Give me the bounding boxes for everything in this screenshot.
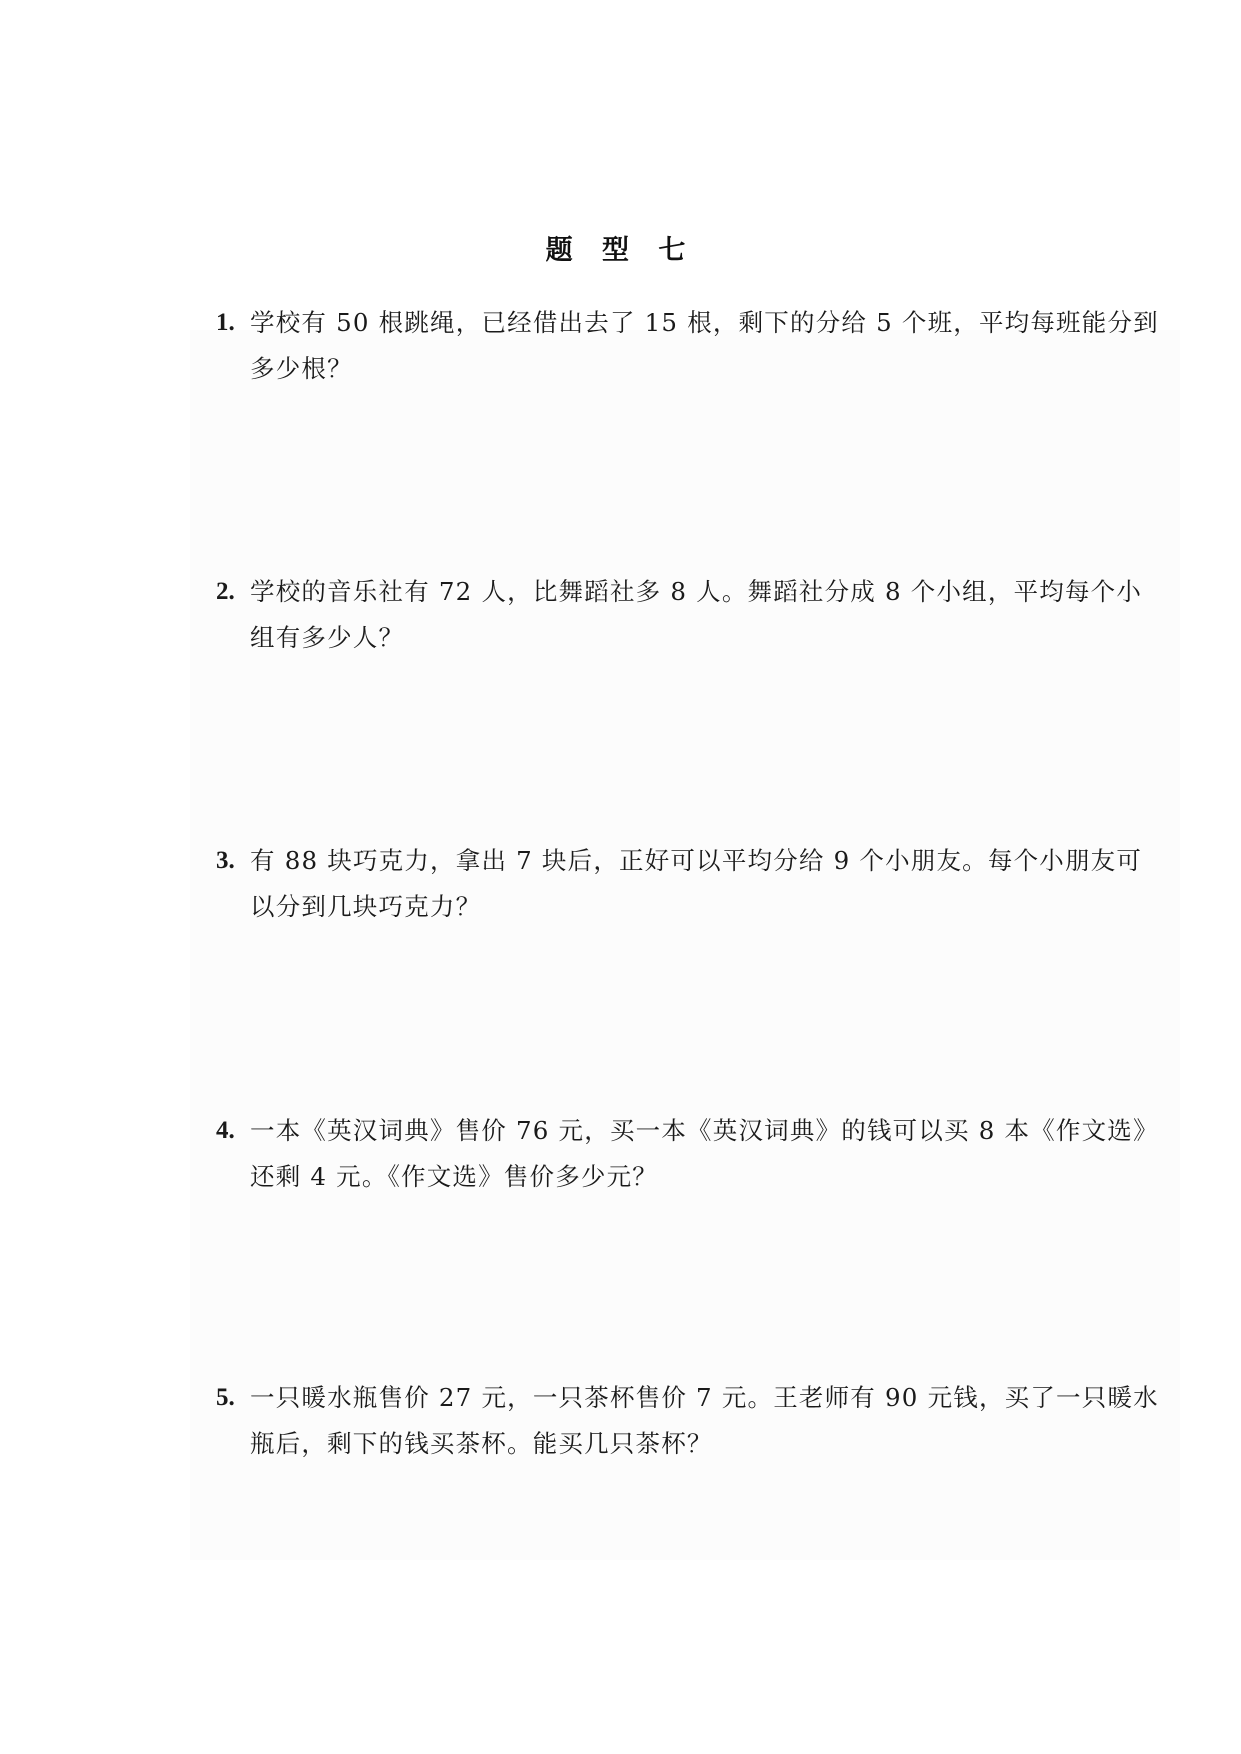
question-3 [216, 838, 1166, 930]
question-number: 3. [216, 847, 235, 874]
question-text: 学校有 50 根跳绳，已经借出去了 15 根，剩下的分给 5 个班，平均每班能分到多少根？ [250, 308, 1159, 383]
question-5 [216, 1375, 1166, 1467]
question-4 [216, 1108, 1166, 1200]
question-number: 1. [216, 309, 235, 336]
page-title: 题 型 七 [545, 235, 696, 266]
question-number: 4. [216, 1117, 235, 1144]
question-text: 有 88 块巧克力，拿出 7 块后，正好可以平均分给 9 个小朋友。每个小朋友可以分到几块巧克力？ [250, 846, 1143, 921]
question-text: 一本《英汉词典》售价 76 元，买一本《英汉词典》的钱可以买 8 本《作文选》还剩 4 元。《作文选》售价多少元？ [250, 1116, 1159, 1191]
question-text: 学校的音乐社有 72 人，比舞蹈社多 8 人。舞蹈社分成 8 个小组，平均每个小组有多少人？ [250, 577, 1143, 652]
question-1 [216, 300, 1166, 392]
question-number: 5. [216, 1384, 235, 1411]
question-2 [216, 569, 1166, 661]
question-text: 一只暖水瓶售价 27 元，一只茶杯售价 7 元。王老师有 90 元钱，买了一只暖水瓶后，剩下的钱买茶杯。能买几只茶杯？ [250, 1383, 1159, 1458]
question-number: 2. [216, 578, 235, 605]
